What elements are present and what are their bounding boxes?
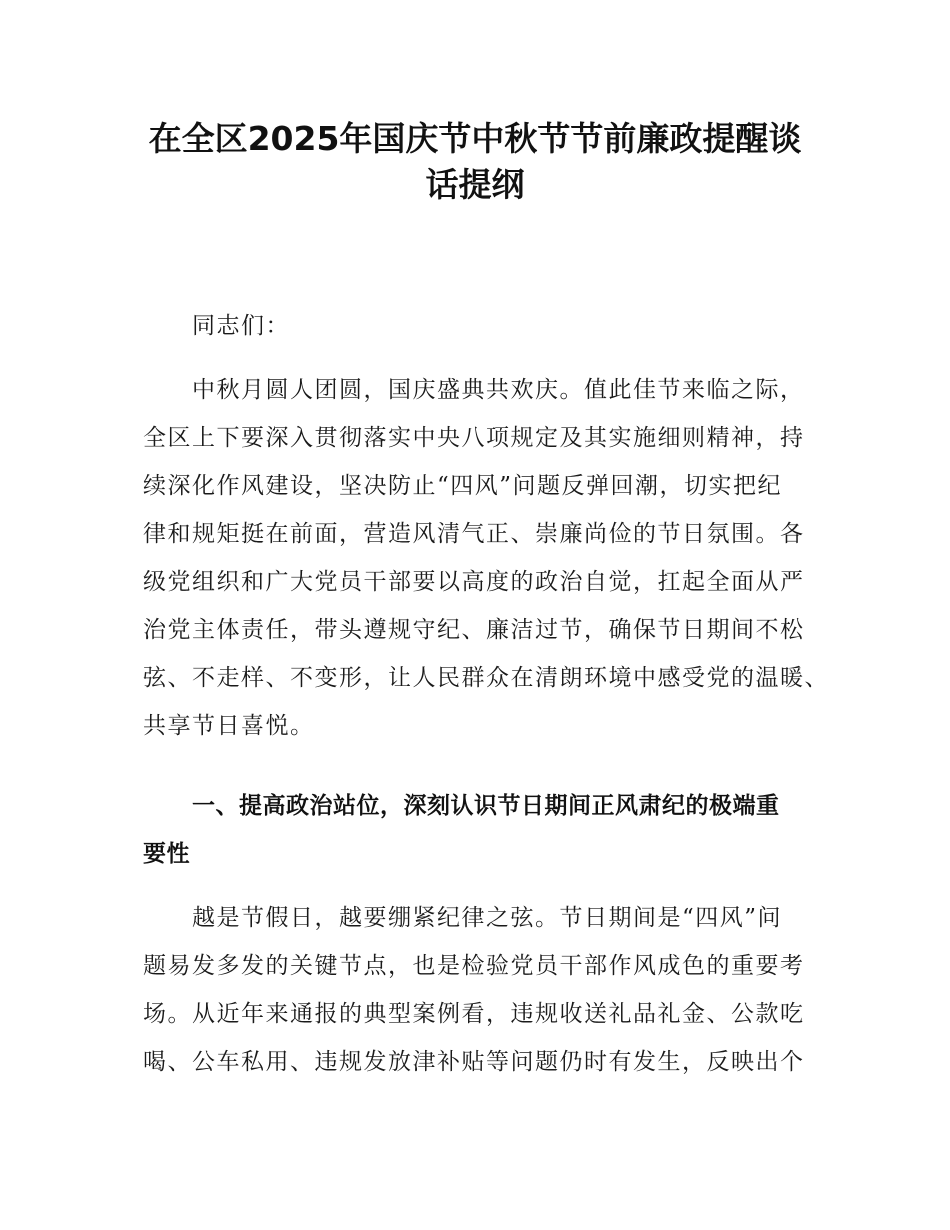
paragraph-line: 中秋月圆人团圆，国庆盛典共欢庆。值此佳节来临之际， (192, 377, 805, 403)
paragraph-line: 越是节假日，越要绷紧纪律之弦。节日期间是“四风”问 (192, 905, 783, 931)
paragraph-line: 场。从近年来通报的典型案例看，违规收送礼品礼金、公款吃 (143, 1001, 805, 1027)
paragraph-line: 题易发多发的关键节点，也是检验党员干部作风成色的重要考 (143, 953, 805, 979)
title-line-1: 在全区2025年国庆节中秋节节前廉政提醒谈 (148, 119, 802, 158)
title-line-2: 话提纲 (425, 165, 525, 204)
heading-line: 要性 (143, 841, 190, 867)
paragraph-line: 律和规矩挺在前面，营造风清气正、崇廉尚俭的节日氛围。各 (143, 521, 805, 547)
document-title (120, 116, 830, 208)
salutation: 同志们： (192, 313, 290, 339)
paragraph-line: 共享节日喜悦。 (143, 713, 315, 739)
paragraph-line: 级党组织和广大党员干部要以高度的政治自觉，扛起全面从严 (143, 569, 805, 595)
heading-line: 一、提高政治站位，深刻认识节日期间正风肃纪的极端重 (192, 793, 780, 819)
paragraph-line: 喝、公车私用、违规发放津补贴等问题仍时有发生，反映出个 (143, 1049, 805, 1075)
paragraph-line: 治党主体责任，带头遵规守纪、廉洁过节，确保节日期间不松 (143, 617, 805, 643)
paragraph-line: 弦、不走样、不变形，让人民群众在清朗环境中感受党的温暖、 (143, 665, 829, 691)
paragraph-line: 续深化作风建设，坚决防止“四风”问题反弹回潮，切实把纪 (143, 473, 783, 499)
paragraph-line: 全区上下要深入贯彻落实中央八项规定及其实施细则精神，持 (143, 425, 805, 451)
